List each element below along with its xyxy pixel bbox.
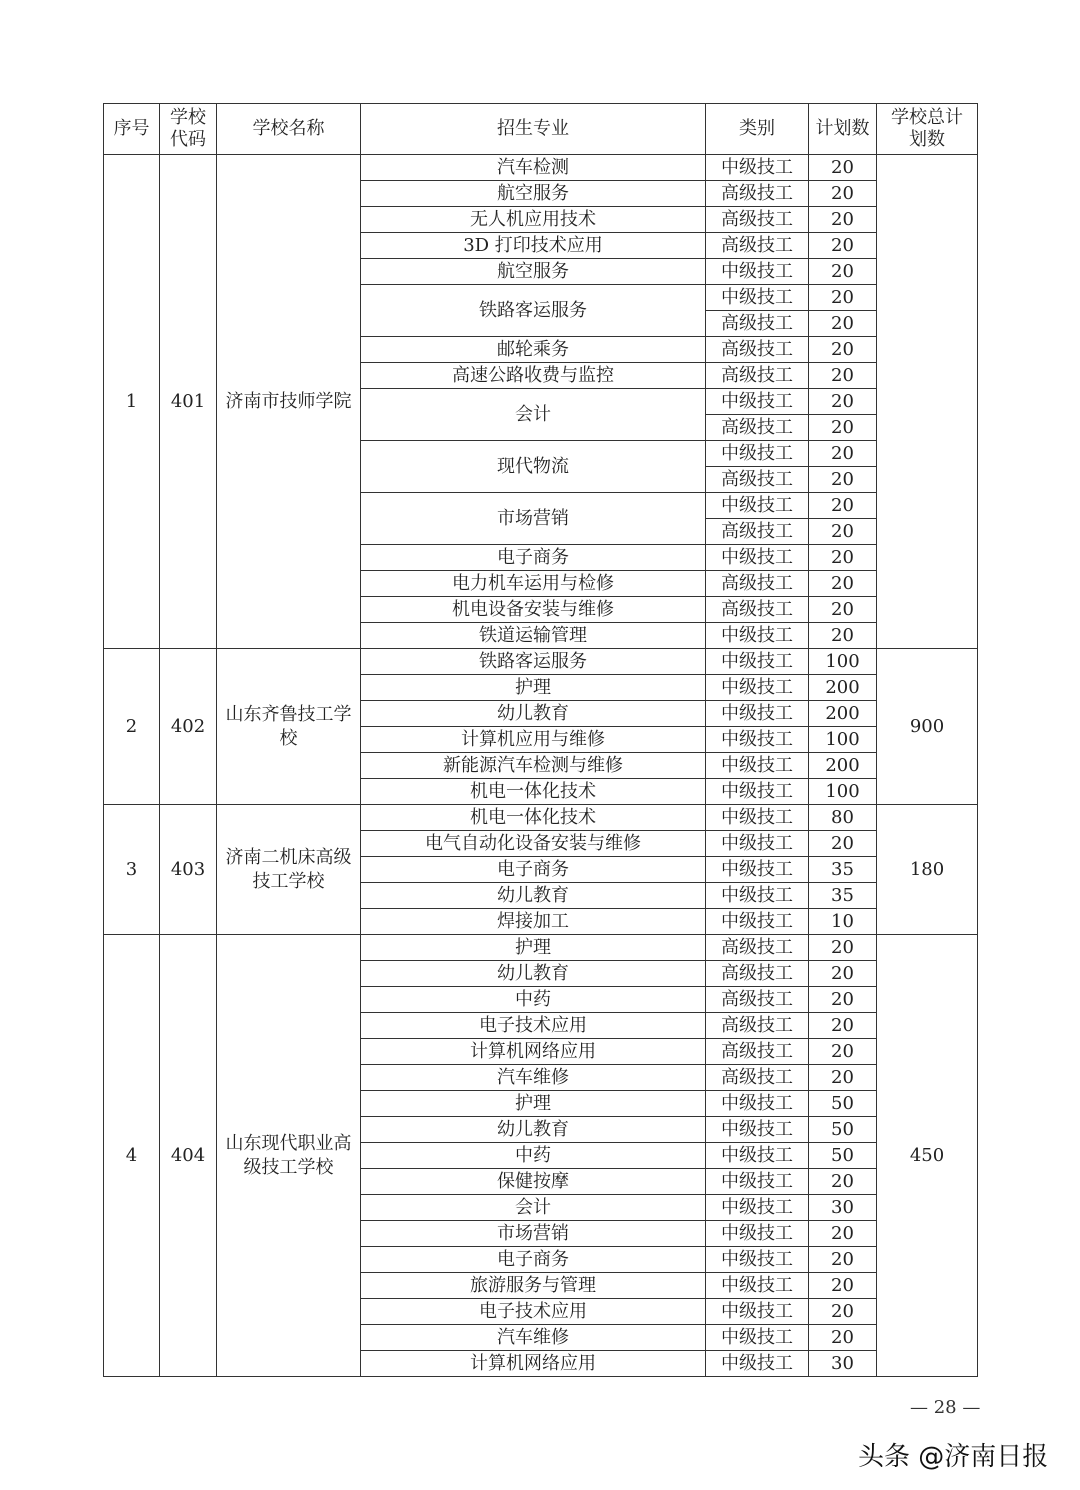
category-cell: 高级技工	[706, 961, 809, 987]
major-cell: 市场营销	[361, 1221, 706, 1247]
category-cell: 中级技工	[706, 1273, 809, 1299]
major-cell: 电子商务	[361, 545, 706, 571]
major-cell: 焊接加工	[361, 909, 706, 935]
major-cell: 幼儿教育	[361, 1117, 706, 1143]
category-cell: 中级技工	[706, 649, 809, 675]
plan-cell: 35	[809, 883, 877, 909]
plan-cell: 20	[809, 337, 877, 363]
school-name-cell: 山东齐鲁技工学校	[217, 649, 361, 805]
total-plan-cell: 900	[877, 649, 978, 805]
enrollment-plan-table	[103, 103, 978, 1377]
plan-cell: 35	[809, 857, 877, 883]
school-code-cell: 404	[160, 935, 217, 1377]
category-cell: 中级技工	[706, 701, 809, 727]
plan-cell: 20	[809, 363, 877, 389]
plan-cell: 20	[809, 545, 877, 571]
major-cell: 汽车维修	[361, 1325, 706, 1351]
table-row	[104, 155, 978, 181]
school-code-cell: 401	[160, 155, 217, 649]
table-header-row	[104, 104, 978, 155]
category-cell: 中级技工	[706, 155, 809, 181]
category-cell: 高级技工	[706, 467, 809, 493]
page-number: — 28 —	[910, 1397, 981, 1418]
category-cell: 高级技工	[706, 519, 809, 545]
major-cell: 计算机应用与维修	[361, 727, 706, 753]
major-cell: 电子技术应用	[361, 1013, 706, 1039]
category-cell: 中级技工	[706, 831, 809, 857]
plan-cell: 50	[809, 1091, 877, 1117]
category-cell: 中级技工	[706, 1195, 809, 1221]
header-total-plan: 学校总计划数	[877, 104, 978, 155]
major-cell: 计算机网络应用	[361, 1351, 706, 1377]
category-cell: 高级技工	[706, 207, 809, 233]
plan-cell: 20	[809, 311, 877, 337]
school-name-cell: 济南市技师学院	[217, 155, 361, 649]
plan-cell: 20	[809, 1221, 877, 1247]
category-cell: 中级技工	[706, 753, 809, 779]
category-cell: 中级技工	[706, 389, 809, 415]
major-cell: 汽车检测	[361, 155, 706, 181]
major-cell: 电气自动化设备安装与维修	[361, 831, 706, 857]
category-cell: 中级技工	[706, 285, 809, 311]
seq-cell: 4	[104, 935, 160, 1377]
plan-cell: 200	[809, 701, 877, 727]
major-cell: 护理	[361, 935, 706, 961]
plan-cell: 20	[809, 207, 877, 233]
plan-cell: 20	[809, 1325, 877, 1351]
major-cell: 铁道运输管理	[361, 623, 706, 649]
plan-cell: 100	[809, 779, 877, 805]
table-row	[104, 805, 978, 831]
category-cell: 高级技工	[706, 363, 809, 389]
plan-cell: 20	[809, 571, 877, 597]
category-cell: 高级技工	[706, 181, 809, 207]
category-cell: 高级技工	[706, 597, 809, 623]
major-cell: 3D 打印技术应用	[361, 233, 706, 259]
total-plan-cell	[877, 155, 978, 649]
major-cell: 中药	[361, 987, 706, 1013]
watermark-text: 头条 @济南日报	[858, 1442, 1049, 1472]
header-major: 招生专业	[361, 104, 706, 155]
category-cell: 高级技工	[706, 415, 809, 441]
category-cell: 中级技工	[706, 493, 809, 519]
plan-cell: 10	[809, 909, 877, 935]
school-name-cell: 山东现代职业高级技工学校	[217, 935, 361, 1377]
category-cell: 高级技工	[706, 1039, 809, 1065]
category-cell: 中级技工	[706, 1091, 809, 1117]
major-cell: 航空服务	[361, 181, 706, 207]
plan-cell: 30	[809, 1195, 877, 1221]
major-cell: 铁路客运服务	[361, 649, 706, 675]
major-cell: 现代物流	[361, 441, 706, 493]
plan-cell: 20	[809, 987, 877, 1013]
category-cell: 中级技工	[706, 623, 809, 649]
plan-cell: 20	[809, 1247, 877, 1273]
plan-cell: 20	[809, 935, 877, 961]
plan-cell: 20	[809, 181, 877, 207]
category-cell: 中级技工	[706, 857, 809, 883]
total-plan-cell: 450	[877, 935, 978, 1377]
category-cell: 中级技工	[706, 675, 809, 701]
major-cell: 高速公路收费与监控	[361, 363, 706, 389]
plan-cell: 20	[809, 1273, 877, 1299]
category-cell: 高级技工	[706, 935, 809, 961]
category-cell: 中级技工	[706, 909, 809, 935]
plan-cell: 20	[809, 441, 877, 467]
major-cell: 新能源汽车检测与维修	[361, 753, 706, 779]
category-cell: 中级技工	[706, 1221, 809, 1247]
major-cell: 电子商务	[361, 857, 706, 883]
header-category: 类别	[706, 104, 809, 155]
plan-cell: 20	[809, 467, 877, 493]
school-code-cell: 402	[160, 649, 217, 805]
table-row	[104, 935, 978, 961]
plan-cell: 20	[809, 259, 877, 285]
total-plan-cell: 180	[877, 805, 978, 935]
plan-cell: 20	[809, 597, 877, 623]
category-cell: 中级技工	[706, 1117, 809, 1143]
plan-cell: 20	[809, 831, 877, 857]
plan-cell: 20	[809, 1039, 877, 1065]
category-cell: 中级技工	[706, 1299, 809, 1325]
major-cell: 护理	[361, 675, 706, 701]
plan-cell: 100	[809, 727, 877, 753]
major-cell: 幼儿教育	[361, 701, 706, 727]
school-code-cell: 403	[160, 805, 217, 935]
header-seq: 序号	[104, 104, 160, 155]
school-name-cell: 济南二机床高级技工学校	[217, 805, 361, 935]
major-cell: 幼儿教育	[361, 883, 706, 909]
category-cell: 中级技工	[706, 1351, 809, 1377]
major-cell: 幼儿教育	[361, 961, 706, 987]
seq-cell: 1	[104, 155, 160, 649]
category-cell: 高级技工	[706, 1013, 809, 1039]
category-cell: 中级技工	[706, 1247, 809, 1273]
category-cell: 中级技工	[706, 545, 809, 571]
plan-cell: 20	[809, 1299, 877, 1325]
major-cell: 邮轮乘务	[361, 337, 706, 363]
major-cell: 电子技术应用	[361, 1299, 706, 1325]
header-plan: 计划数	[809, 104, 877, 155]
major-cell: 机电设备安装与维修	[361, 597, 706, 623]
plan-cell: 20	[809, 285, 877, 311]
category-cell: 高级技工	[706, 337, 809, 363]
major-cell: 铁路客运服务	[361, 285, 706, 337]
plan-cell: 20	[809, 1169, 877, 1195]
major-cell: 电子商务	[361, 1247, 706, 1273]
category-cell: 中级技工	[706, 805, 809, 831]
plan-cell: 20	[809, 415, 877, 441]
category-cell: 中级技工	[706, 779, 809, 805]
category-cell: 中级技工	[706, 259, 809, 285]
major-cell: 旅游服务与管理	[361, 1273, 706, 1299]
plan-cell: 200	[809, 753, 877, 779]
plan-cell: 20	[809, 519, 877, 545]
plan-cell: 100	[809, 649, 877, 675]
plan-cell: 200	[809, 675, 877, 701]
plan-cell: 20	[809, 493, 877, 519]
plan-cell: 20	[809, 155, 877, 181]
major-cell: 中药	[361, 1143, 706, 1169]
plan-cell: 20	[809, 961, 877, 987]
seq-cell: 2	[104, 649, 160, 805]
category-cell: 高级技工	[706, 311, 809, 337]
plan-cell: 20	[809, 1065, 877, 1091]
table-body	[104, 155, 978, 1377]
category-cell: 中级技工	[706, 883, 809, 909]
plan-cell: 20	[809, 233, 877, 259]
major-cell: 机电一体化技术	[361, 779, 706, 805]
plan-cell: 20	[809, 623, 877, 649]
major-cell: 市场营销	[361, 493, 706, 545]
category-cell: 中级技工	[706, 1143, 809, 1169]
category-cell: 高级技工	[706, 233, 809, 259]
major-cell: 汽车维修	[361, 1065, 706, 1091]
major-cell: 会计	[361, 389, 706, 441]
plan-cell: 50	[809, 1117, 877, 1143]
major-cell: 机电一体化技术	[361, 805, 706, 831]
category-cell: 中级技工	[706, 441, 809, 467]
plan-cell: 30	[809, 1351, 877, 1377]
category-cell: 中级技工	[706, 727, 809, 753]
table-row	[104, 649, 978, 675]
seq-cell: 3	[104, 805, 160, 935]
category-cell: 高级技工	[706, 987, 809, 1013]
major-cell: 会计	[361, 1195, 706, 1221]
header-school-code: 学校代码	[160, 104, 217, 155]
major-cell: 航空服务	[361, 259, 706, 285]
category-cell: 中级技工	[706, 1325, 809, 1351]
major-cell: 计算机网络应用	[361, 1039, 706, 1065]
plan-cell: 20	[809, 1013, 877, 1039]
plan-cell: 50	[809, 1143, 877, 1169]
plan-cell: 80	[809, 805, 877, 831]
header-school-name: 学校名称	[217, 104, 361, 155]
category-cell: 高级技工	[706, 571, 809, 597]
major-cell: 电力机车运用与检修	[361, 571, 706, 597]
category-cell: 高级技工	[706, 1065, 809, 1091]
plan-cell: 20	[809, 389, 877, 415]
major-cell: 保健按摩	[361, 1169, 706, 1195]
major-cell: 无人机应用技术	[361, 207, 706, 233]
category-cell: 中级技工	[706, 1169, 809, 1195]
major-cell: 护理	[361, 1091, 706, 1117]
